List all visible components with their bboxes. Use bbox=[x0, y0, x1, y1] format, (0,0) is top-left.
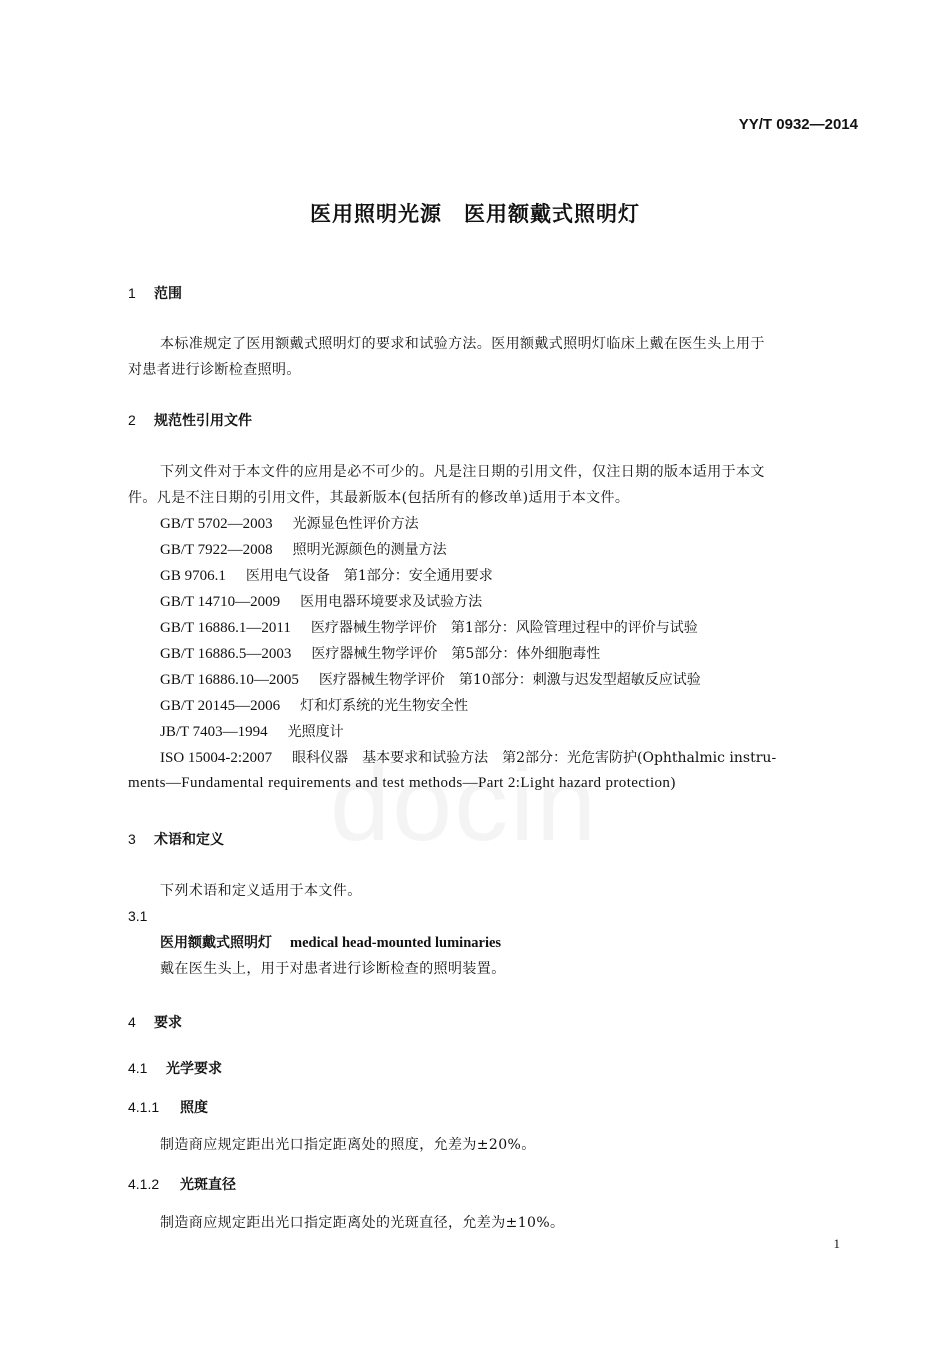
section-number: 3 bbox=[128, 831, 136, 847]
reference-item bbox=[160, 591, 482, 611]
section-title: 光斑直径 bbox=[180, 1177, 236, 1193]
document-title: 医用照明光源 医用额戴式照明灯 bbox=[310, 202, 640, 226]
section-number: 4.1.1 bbox=[128, 1099, 160, 1115]
reference-name: 灯和灯系统的光生物安全性 bbox=[300, 698, 469, 714]
section-title: 术语和定义 bbox=[154, 832, 224, 848]
paragraph: 制造商应规定距出光口指定距离处的照度，允差为±20%。 bbox=[160, 1137, 536, 1153]
section-4-1-1-heading bbox=[128, 1097, 208, 1117]
term-number: 3.1 bbox=[128, 908, 148, 924]
term-english: medical head-mounted luminaries bbox=[290, 935, 502, 951]
section-number: 4.1.2 bbox=[128, 1176, 160, 1192]
reference-item bbox=[160, 695, 468, 715]
section-title: 光学要求 bbox=[166, 1061, 222, 1077]
reference-item bbox=[160, 565, 493, 585]
term-chinese: 医用额戴式照明灯 bbox=[160, 935, 272, 951]
section-4-1-2-heading bbox=[128, 1174, 236, 1194]
reference-name: 医用电器环境要求及试验方法 bbox=[300, 594, 483, 610]
reference-id: GB/T 16886.5—2003 bbox=[160, 646, 292, 662]
reference-id: GB/T 16886.10—2005 bbox=[160, 672, 299, 688]
section-number: 4 bbox=[128, 1014, 136, 1030]
reference-name: 光照度计 bbox=[287, 724, 344, 740]
reference-name: 医疗器械生物学评价 第1部分：风险管理过程中的评价与试验 bbox=[310, 620, 698, 636]
term-definition: 戴在医生头上，用于对患者进行诊断检查的照明装置。 bbox=[160, 961, 506, 977]
paragraph: 制造商应规定距出光口指定距离处的光斑直径，允差为±10%。 bbox=[160, 1215, 565, 1231]
reference-item bbox=[160, 643, 600, 663]
reference-name: 眼科仪器 基本要求和试验方法 第2部分：光危害防护(Ophthalmic instru- bbox=[292, 750, 777, 766]
reference-item bbox=[160, 513, 419, 533]
reference-id: JB/T 7403—1994 bbox=[160, 724, 268, 740]
paragraph: 下列文件对于本文件的应用是必不可少的。凡是注日期的引用文件，仅注日期的版本适用于本文 bbox=[160, 464, 765, 480]
section-title: 要求 bbox=[154, 1015, 182, 1031]
reference-item bbox=[160, 539, 447, 559]
section-title: 范围 bbox=[154, 286, 182, 302]
reference-item bbox=[160, 747, 776, 767]
reference-continuation: ments—Fundamental requirements and test methods—Part 2:Light hazard protection) bbox=[128, 775, 676, 791]
section-3-heading bbox=[128, 829, 224, 849]
term-entry bbox=[160, 932, 501, 952]
section-number: 1 bbox=[128, 285, 136, 301]
section-title: 照度 bbox=[180, 1100, 208, 1116]
reference-id: GB/T 7922—2008 bbox=[160, 542, 273, 558]
reference-id: GB/T 5702—2003 bbox=[160, 516, 273, 532]
page-number: 1 bbox=[833, 1236, 840, 1251]
reference-id: GB/T 14710—2009 bbox=[160, 594, 281, 610]
section-4-heading bbox=[128, 1012, 182, 1032]
reference-id: GB 9706.1 bbox=[160, 568, 226, 584]
section-number: 2 bbox=[128, 412, 136, 428]
reference-name: 医用电气设备 第1部分：安全通用要求 bbox=[245, 568, 493, 584]
paragraph: 本标准规定了医用额戴式照明灯的要求和试验方法。医用额戴式照明灯临床上戴在医生头上用于 bbox=[160, 336, 765, 352]
reference-id: GB/T 16886.1—2011 bbox=[160, 620, 291, 636]
reference-name: 医疗器械生物学评价 第10部分：刺激与迟发型超敏反应试验 bbox=[318, 672, 701, 688]
reference-id: ISO 15004-2:2007 bbox=[160, 750, 273, 766]
reference-item bbox=[160, 669, 701, 689]
standard-code: YY/T 0932—2014 bbox=[738, 116, 858, 133]
paragraph: 件。凡是不注日期的引用文件，其最新版本(包括所有的修改单)适用于本文件。 bbox=[128, 490, 630, 506]
reference-id: GB/T 20145—2006 bbox=[160, 698, 281, 714]
reference-name: 光源显色性评价方法 bbox=[292, 516, 419, 532]
paragraph: 下列术语和定义适用于本文件。 bbox=[160, 883, 362, 899]
paragraph: 对患者进行诊断检查照明。 bbox=[128, 362, 301, 378]
section-2-heading bbox=[128, 410, 252, 430]
section-title: 规范性引用文件 bbox=[154, 413, 252, 429]
reference-name: 医疗器械生物学评价 第5部分：体外细胞毒性 bbox=[311, 646, 601, 662]
section-4-1-heading bbox=[128, 1058, 222, 1078]
section-number: 4.1 bbox=[128, 1060, 148, 1076]
reference-item bbox=[160, 617, 698, 637]
reference-item bbox=[160, 721, 344, 741]
reference-name: 照明光源颜色的测量方法 bbox=[292, 542, 447, 558]
section-1-heading bbox=[128, 283, 182, 303]
